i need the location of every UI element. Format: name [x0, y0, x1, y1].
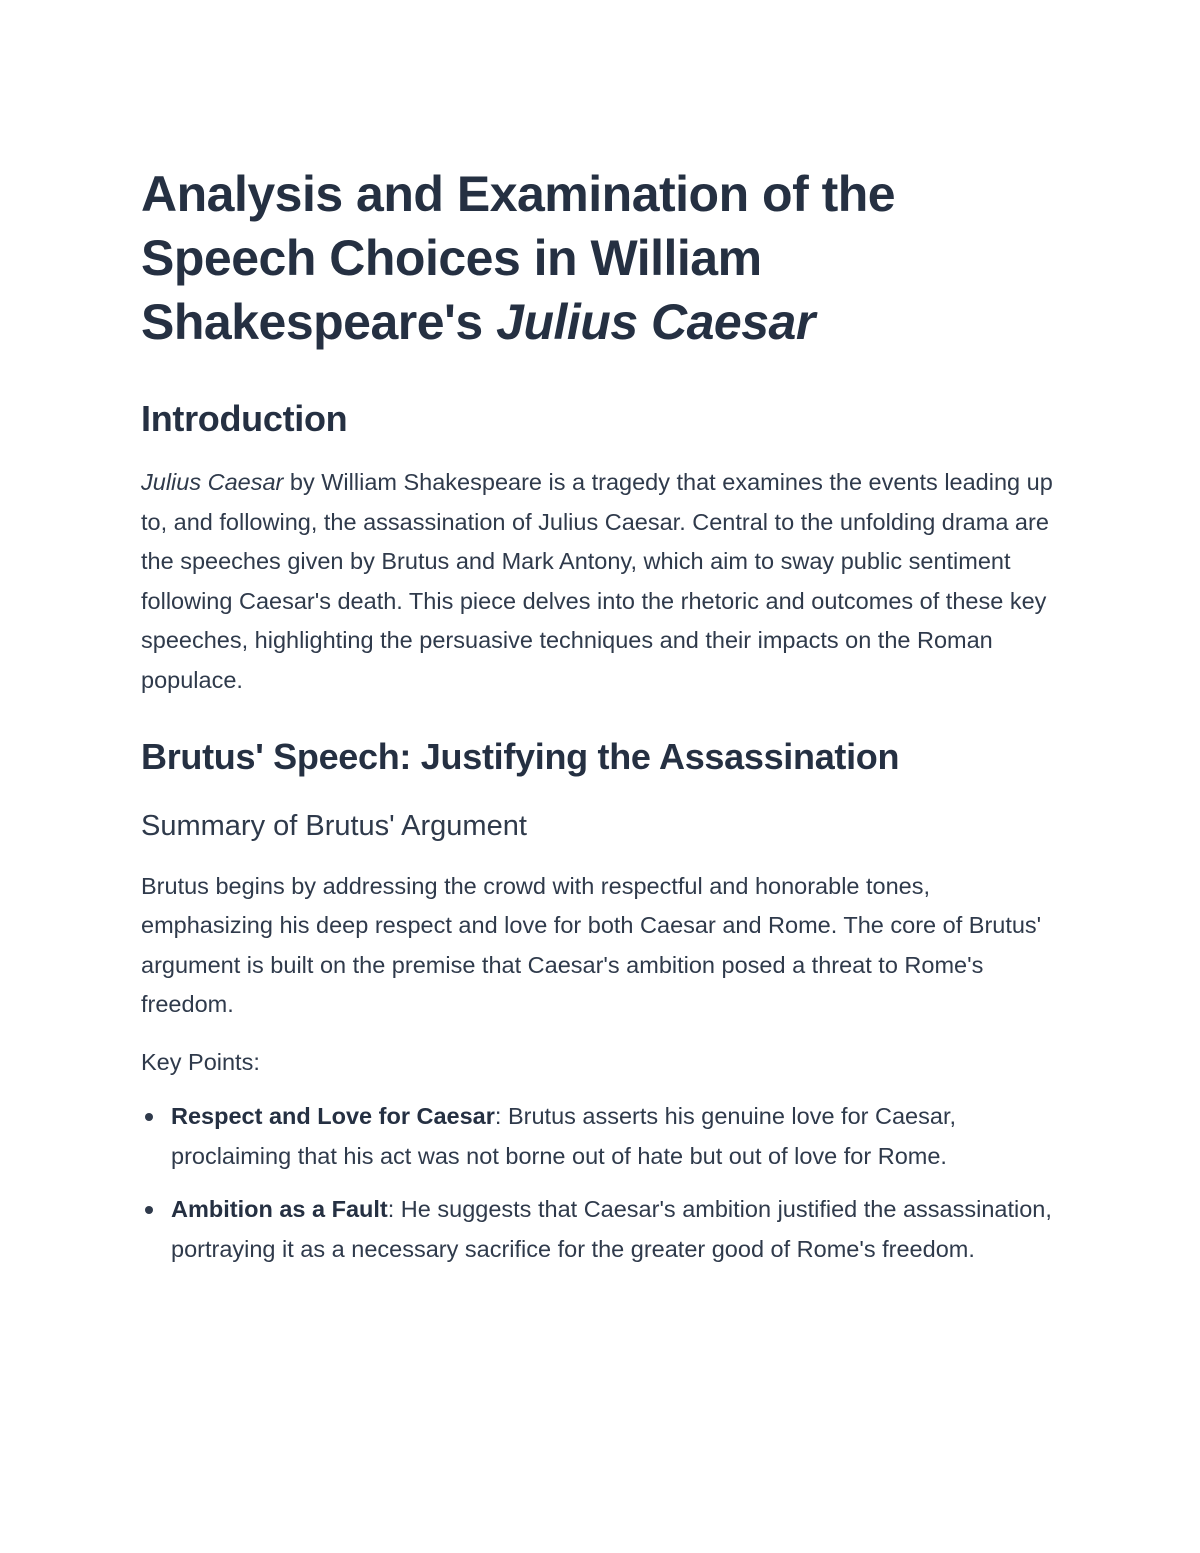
document-title — [141, 162, 921, 354]
introduction-italic-lead: Julius Caesar — [141, 469, 284, 495]
bullet-icon — [145, 1206, 153, 1214]
title-line-2: Speech Choices in William — [141, 230, 762, 286]
point-text: : Brutus asserts his genuine love for Caesar, proclaiming that his act was not borne out of hate but out of love for Rome. — [171, 1102, 957, 1169]
key-points-list — [141, 1097, 1061, 1269]
brutus-summary-paragraph: Brutus begins by addressing the crowd with respectful and honorable tones, emphasizing his deep respect and love for both Caesar and Rome. The core of Brutus' argument is built on the premise that Caesar's ambition posed a threat to Rome's freedom. — [141, 872, 1042, 1018]
key-points-label: Key Points: — [141, 1048, 260, 1075]
brutus-summary-subheading: Summary of Brutus' Argument — [141, 809, 527, 842]
introduction-heading: Introduction — [141, 398, 348, 439]
document-page — [141, 162, 1061, 1283]
point-text: : He suggests that Caesar's ambition justified the assassination, portraying it as a necessary sacrifice for the greater good of Rome's freedom. — [171, 1196, 1052, 1262]
title-line-3: Shakespeare's — [141, 294, 497, 350]
title-line-1: Analysis and Examination of the — [141, 166, 896, 222]
list-item — [141, 1190, 1061, 1269]
introduction-paragraph — [141, 463, 1061, 701]
introduction-body: by William Shakespeare is a tragedy that examines the events leading up to, and following, the assassination of Julius Caesar. Central to the unfolding drama are the speeches given by Brutus and Mark Antony, which aim to sway public sentiment following Caesar's death. This piece delves into the rhetoric and outcomes of these key speeches, highlighting the persuasive techniques and their impacts on the Roman populace. — [141, 469, 1053, 693]
brutus-speech-heading: Brutus' Speech: Justifying the Assassination — [141, 735, 900, 777]
list-item — [141, 1097, 1061, 1176]
title-play-name: Julius Caesar — [496, 294, 815, 350]
point-term: Ambition as a Fault — [171, 1196, 388, 1223]
bullet-icon — [145, 1113, 153, 1121]
point-term: Respect and Love for Caesar — [171, 1102, 495, 1129]
